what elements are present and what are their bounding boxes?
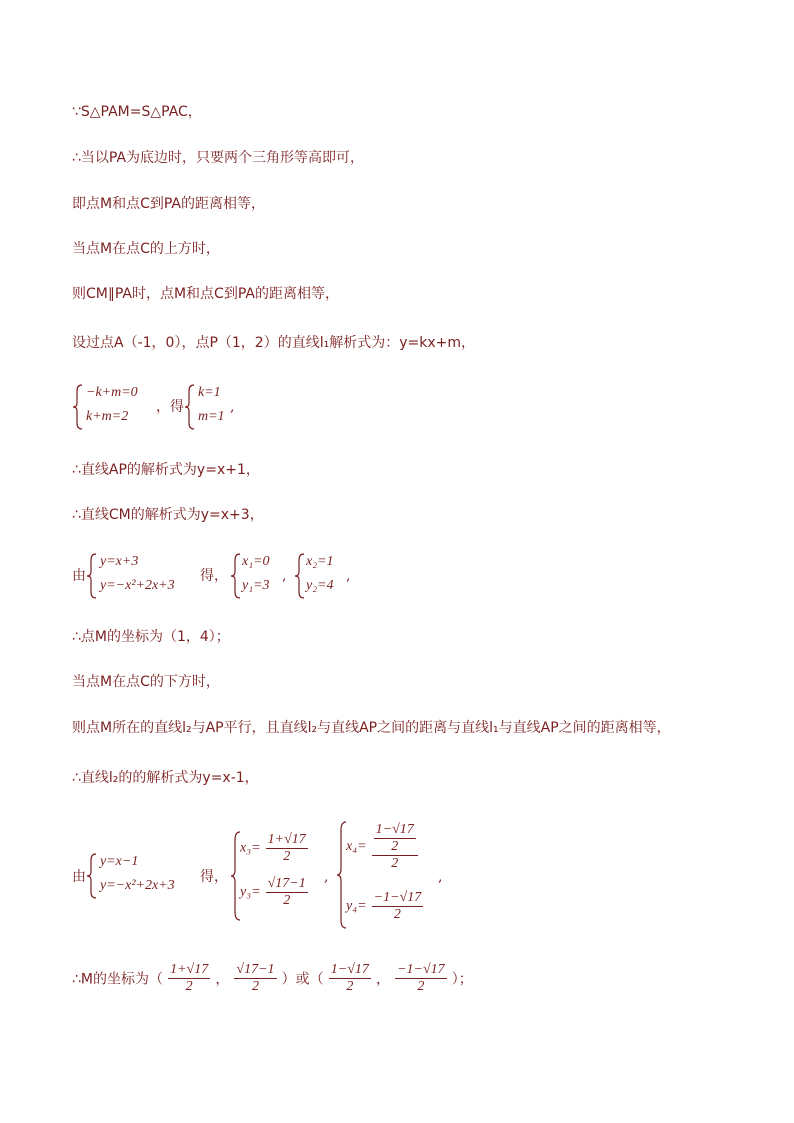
comma: , [438,869,443,885]
left-brace-icon [86,552,98,600]
sol3-x3-row: x₃= $\frac{1+√17}{2}$ [240,832,306,864]
line-cm-parallel: 则CM∥PA时，点M和点C到PA的距离相等， [72,286,339,302]
sys1-eq2: k+m=2 [86,409,129,424]
left-brace-icon [294,552,306,600]
word-from: 由 [72,869,86,885]
comma: , [230,399,235,415]
equation-system-2 [72,552,392,600]
line-m-coordinates: ∴M的坐标为（ $\frac{1+√17}{2}$ ， $\frac{√17-1}{2}$ ）或（ $\frac{1-√17}{2}$ ， $\frac{-1-√17}{2}$ ）； [72,962,473,994]
left-brace-icon [72,383,84,431]
left-brace-icon [184,383,196,431]
line-area-equal: ∵S△PAM=S△PAC， [72,104,202,120]
sol2-x1: x₁=0 [242,554,270,569]
word-get: 得， [200,869,228,885]
line-ap-equation: ∴直线AP的解析式为y=x+1， [72,462,260,478]
sys2-eq2: y=−x²+2x+3 [100,578,175,593]
equation-system-3 [72,820,472,930]
left-brace-icon [86,852,98,900]
sys3-eq2: y=−x²+2x+3 [100,878,175,893]
frac-1p17: $\frac{1+√17}{2}$ [170,962,209,994]
line-cm-equation: ∴直线CM的解析式为y=x+3， [72,507,264,523]
sys1-eq1: −k+m=0 [86,385,138,400]
frac-1m17: $\frac{1-√17}{2}$ [330,962,369,994]
equation-system-1 [72,383,272,431]
line-l2-parallel: 则点M所在的直线l₂与AP平行，且直线l₂与直线AP之间的距离与直线l₁与直线AP之间的距离相等， [72,720,671,736]
word-from: 由 [72,568,86,584]
line-equal-distance: 即点M和点C到PA的距离相等， [72,196,265,212]
sol3-y3-row: y₃= $\frac{√17-1}{2}$ [240,876,306,908]
sys2-eq1: y=x+3 [100,554,139,569]
line-set-line-l1: 设过点A（-1，0），点P（1，2）的直线l₁解析式为：y=kx+m， [72,335,475,351]
comma: , [346,568,351,584]
sol1-k: k=1 [198,385,221,400]
sol3-y4-row: y₄= $\frac{-1-√17}{2}$ [346,890,422,922]
word-get: ，得 [156,399,184,415]
frac-17m1: $\frac{√17-1}{2}$ [236,962,275,994]
comma: , [324,869,329,885]
line-point-m-1-4: ∴点M的坐标为（1，4）； [72,629,230,645]
sol2-x2: x₂=1 [306,554,334,569]
sol2-y2: y₂=4 [306,578,334,593]
word-get: 得， [200,568,228,584]
sol1-m: m=1 [198,409,225,424]
sys3-eq1: y=x−1 [100,854,139,869]
left-brace-icon [230,552,242,600]
line-base-pa: ∴当以PA为底边时，只要两个三角形等高即可， [72,150,365,166]
line-m-below-c: 当点M在点C的下方时， [72,674,220,690]
comma: , [282,568,287,584]
line-m-above-c: 当点M在点C的上方时， [72,241,220,257]
line-l2-equation: ∴直线l₂的的解析式为y=x-1， [72,770,259,786]
sol2-y1: y₁=3 [242,578,270,593]
frac-m1m17: $\frac{-1-√17}{2}$ [397,962,445,994]
sol3-x4-row: x₄= $\frac{\frac{1-√17}{2}}{2}$ [346,822,418,872]
